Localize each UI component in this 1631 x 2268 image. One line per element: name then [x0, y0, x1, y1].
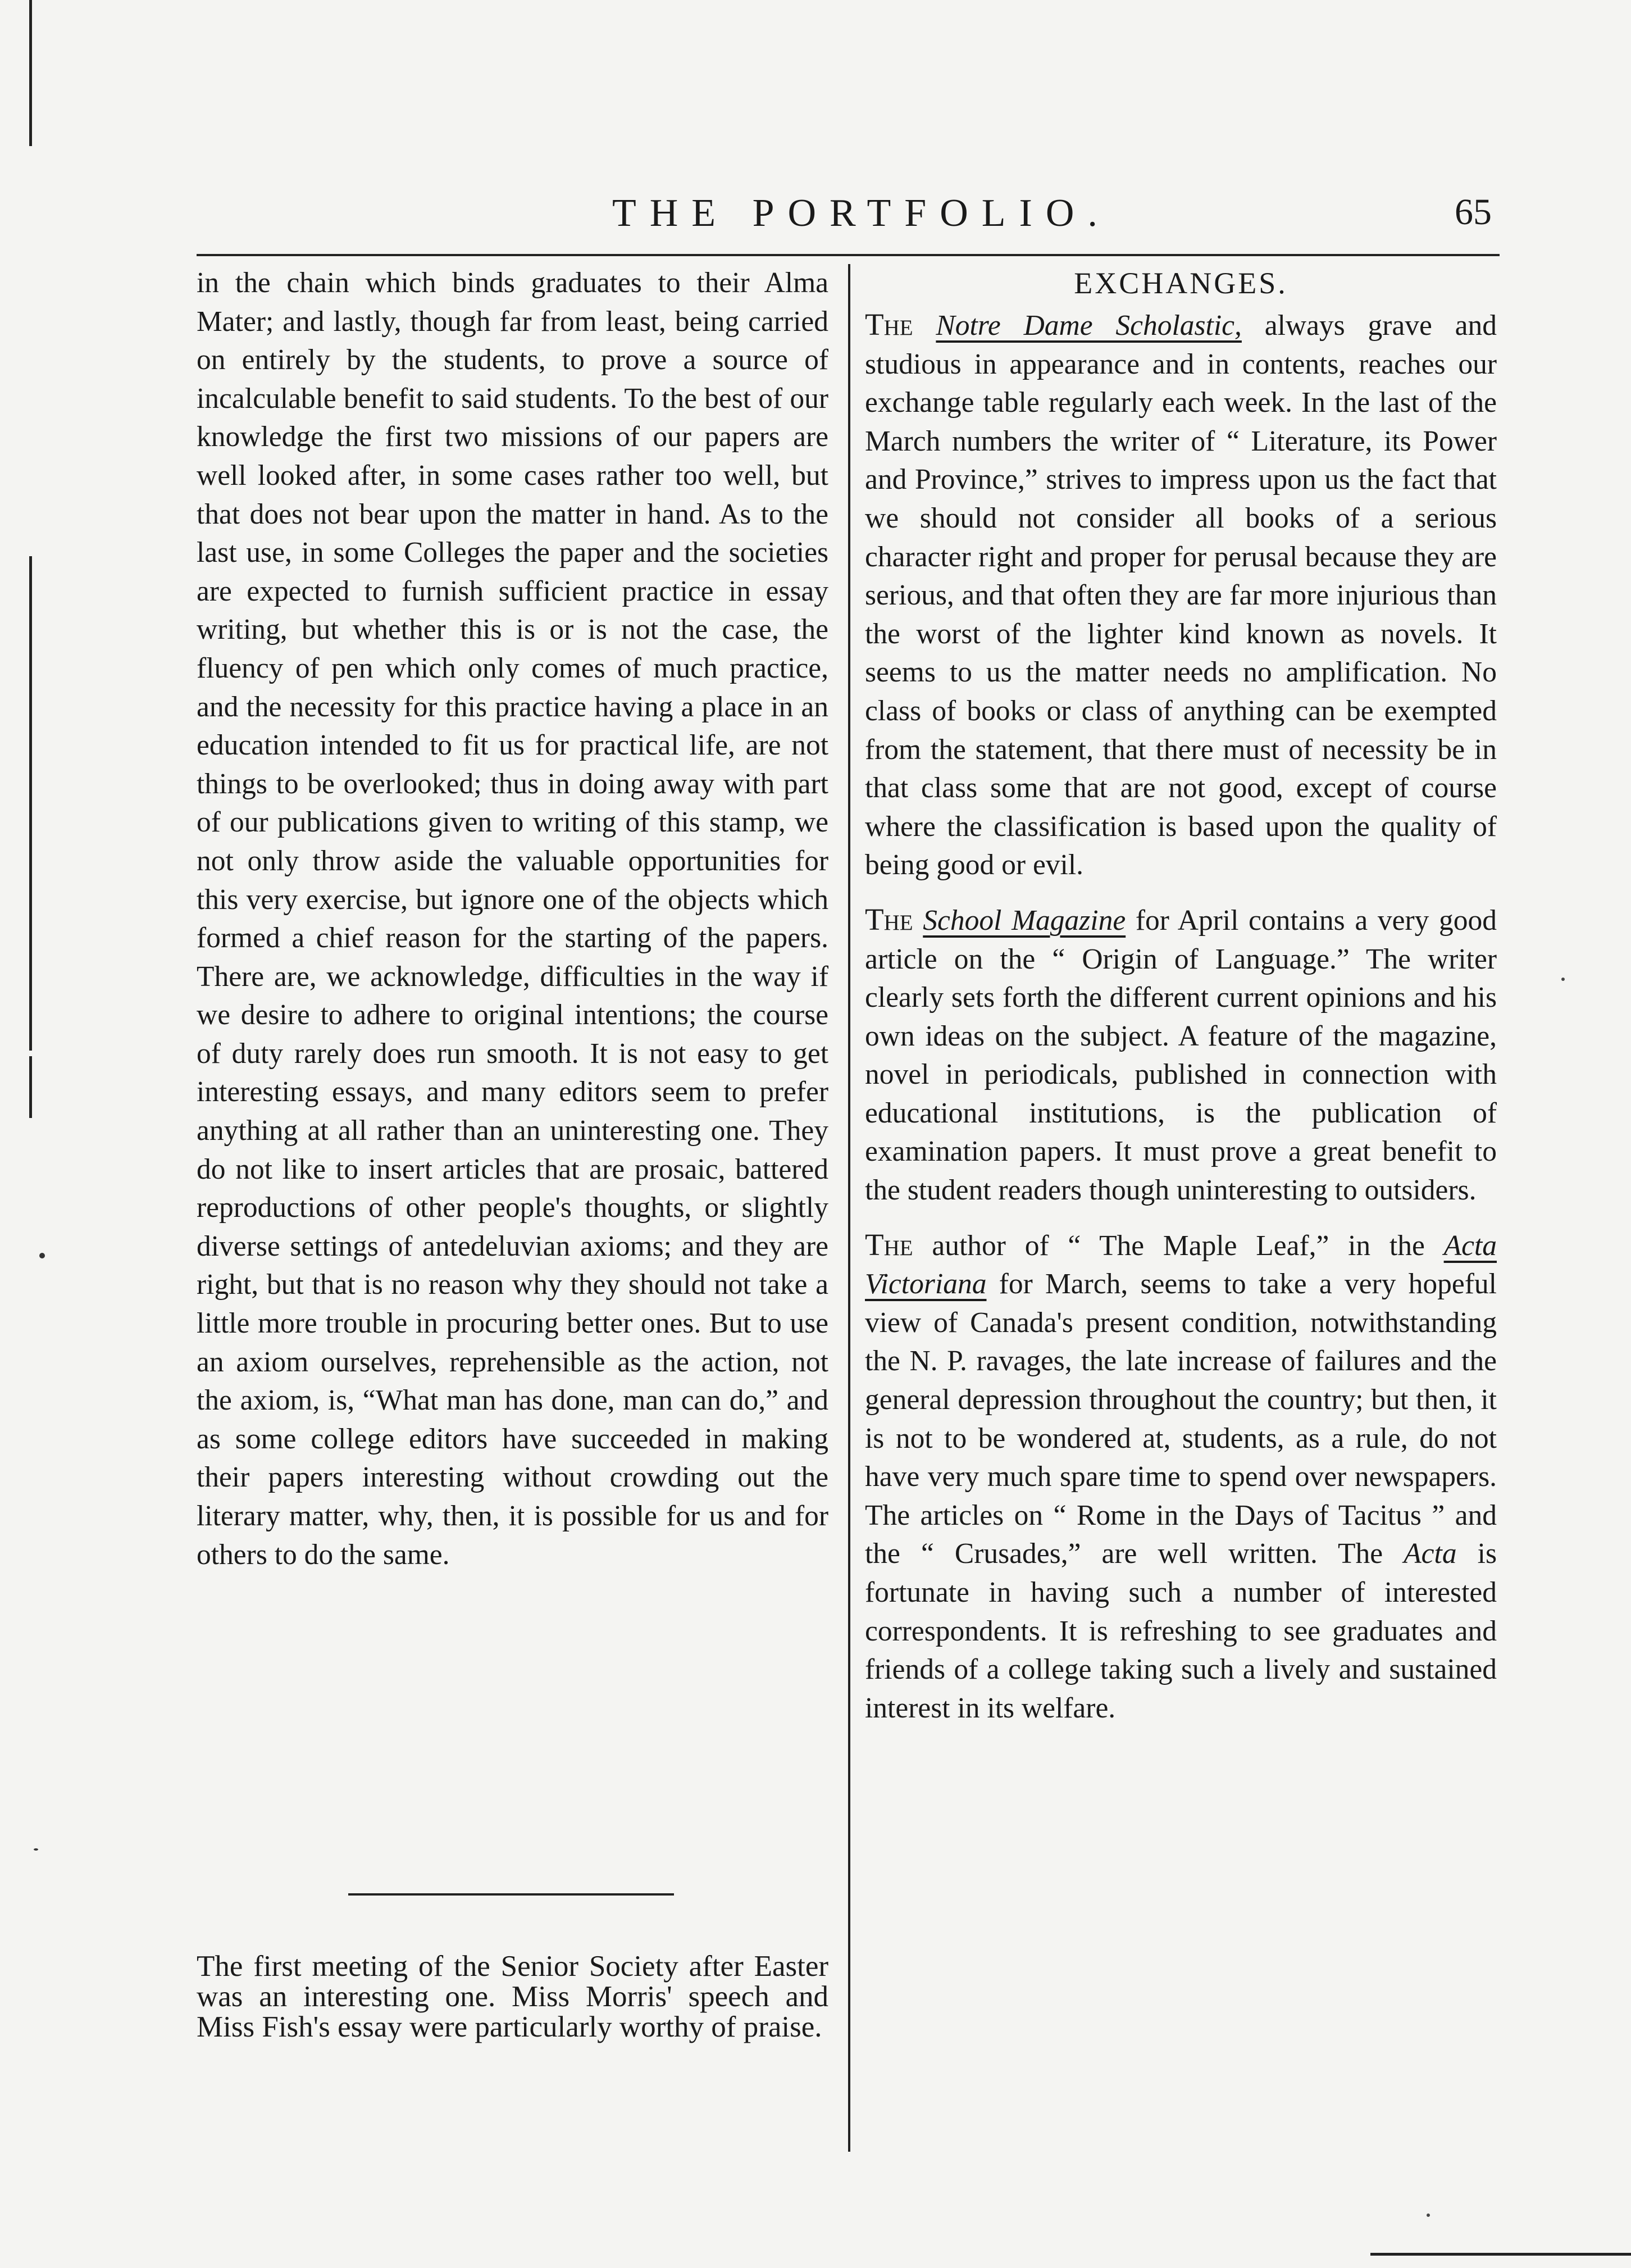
right-column — [865, 264, 1497, 1743]
exchange-item-acta-victoriana — [865, 1226, 1497, 1728]
left-column — [197, 264, 828, 2180]
periodical-title: Acta Victoriana — [865, 1229, 1497, 1301]
exchange-text: for March, seems to take a very hopeful view of Canada's present condition, notwithstanding the N. P. ravages, the late increase of failures and the general depression throughout the country; but then, it is not to be wondered at, students, as a rule, do not have very much spare time to spend over newspapers. The articles on “ Rome in the Days of Tacitus ” and the “ Crusades,” are well written. The — [865, 1268, 1497, 1570]
footer-rule — [1370, 2253, 1631, 2256]
lead-word: The — [865, 902, 913, 937]
senior-society-note: The first meeting of the Senior Society after Easter was an interesting one. Miss Morris' speech and Miss Fish's essay were particularly worthy of praise. — [197, 1950, 828, 2043]
lead-word: The — [865, 307, 913, 342]
periodical-short-title: Acta — [1404, 1538, 1457, 1570]
page-number: 65 — [1455, 192, 1492, 233]
editorial-continuation: in the chain which binds graduates to their Alma Mater; and lastly, though far from least, being carried on entirely by the students, to prove a source of incalculable benefit to said students. To the best of our knowledge the first two missions of our papers are well looked after, in some cases rather too well, but that does not bear upon the matter in hand. As to the last use, in some Colleges the paper and the societies are expected to furnish sufficient practice in essay writing, but whether this is or is not the case, the fluency of pen which only comes of much practice, and the necessity for this practice having a place in an education intended to fit us for practical life, are not things to be overlooked; thus in doing away with part of our publications given to writing of this stamp, we not only throw aside the valuable opportunities for this very exercise, but ignore one of the objects which formed a chief reason for the starting of the papers. There are, we acknowledge, difficulties in the way if we desire to adhere to original intentions; the course of duty rarely does run smooth. It is not easy to get interesting essays, and many editors seem to prefer anything at all rather than an uninteresting one. They do not like to insert articles that are prosaic, battered reproductions of other people's thoughts, or slightly diverse settings of antedeluvian axioms; and they are right, but that is no reason why they should not take a little more trouble in procuring better ones. But to use an axiom ourselves, reprehensible as the action, not the axiom, is, “What man has done, man can do,” and as some college editors have succeeded in making their papers interesting without crowding out the literary matter, why, then, it is possible for us and for others to do the same. — [197, 267, 828, 1571]
binding-edge-mark — [29, 0, 32, 146]
periodical-title: Notre Dame Scholastic, — [936, 310, 1242, 342]
page-title: THE PORTFOLIO. — [612, 192, 1111, 235]
binding-edge-mark — [29, 556, 32, 1051]
scan-speck — [34, 1848, 38, 1851]
exchange-text: always grave and studious in appearance and in contents, reaches our exchange table regularly each week. In the last of the March numbers the writer of “ Literature, its Power and Province,” strives to impress upon us the fact that we should not consider all books of a serious character right and proper for perusal because they are serious, and that often they are far more injurious than the worst of the lighter kind known as novels. It seems to us the matter needs no amplification. No class of books or class of anything can be exempted from the statement, that there must of necessity be in that class some that are not good, except of course where the classification is based upon the quality of being good or evil. — [865, 310, 1497, 881]
exchange-text: for April contains a very good article on the “ Origin of Language.” The writer clearly sets forth the different current opinions and his own ideas on the subject. A feature of the magazine, novel in periodicals, published in connection with educational institutions, is the publication of examination papers. It must prove a great benefit to the student readers though uninteresting to outsiders. — [865, 904, 1497, 1207]
scan-speck — [1427, 2214, 1430, 2217]
running-header — [197, 185, 1500, 247]
scan-speck — [39, 1253, 45, 1258]
exchange-item-school-magazine — [865, 901, 1497, 1210]
header-rule — [197, 254, 1500, 256]
column-divider — [848, 264, 850, 2152]
section-rule — [348, 1893, 674, 1896]
scan-speck — [1561, 978, 1565, 981]
exchange-text: is fortunate in having such a number of interested correspondents. It is refreshing to see graduates and friends of a college taking such a lively and sustained interest in its welfare. — [865, 1538, 1497, 1724]
binding-edge-mark — [29, 1056, 32, 1118]
exchange-item-notre-dame — [865, 306, 1497, 885]
exchange-text: author of “ The Maple Leaf,” in the — [913, 1229, 1444, 1262]
exchanges-heading: EXCHANGES. — [1074, 266, 1288, 300]
lead-word: The — [865, 1227, 913, 1262]
periodical-title: School Magazine — [923, 904, 1126, 937]
